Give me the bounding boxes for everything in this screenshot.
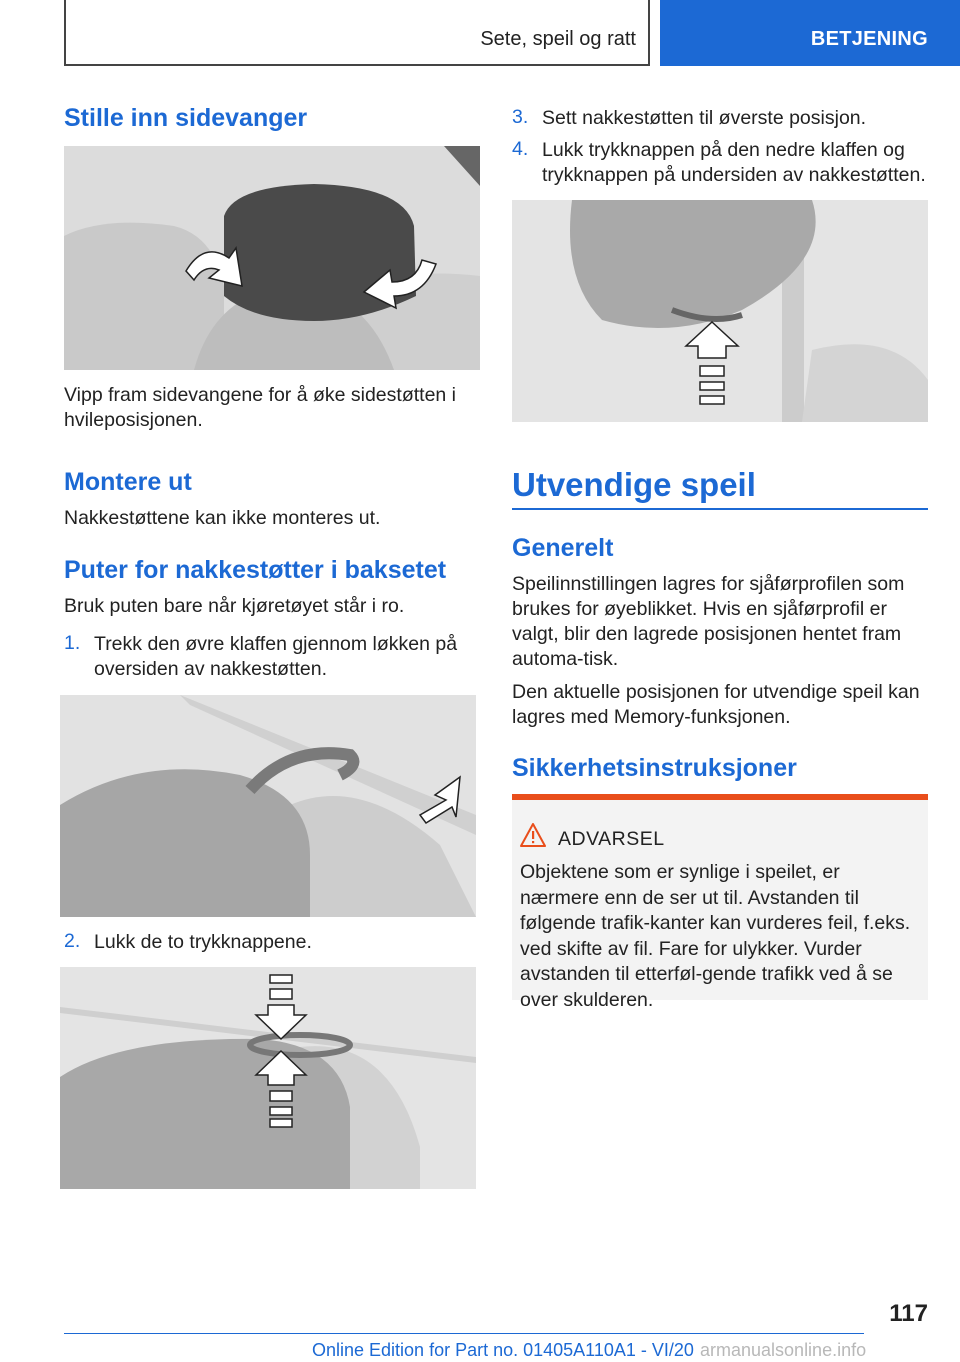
list-item-step-1 [64, 632, 480, 684]
warning-text: Objektene som er synlige i speilet, er nærmere enn de ser ut til. Avstanden til følgende trafik-kanter kan vurderes feil, f.eks. ved skifte av fil. Fare for ulykker. Vurder avstanden til etterføl-gende trafikk ved å se over skulderen. [520, 861, 911, 1011]
step-text: Lukk de to trykknappene. [94, 931, 312, 953]
header-section-title: Sete, speil og ratt [480, 28, 636, 50]
paragraph-generelt-2: Den aktuelle posisjonen for utvendige speil kan lagres med Memory-funksjonen. [512, 681, 920, 728]
figure-snap-buttons [60, 967, 476, 1189]
paragraph-generelt-1: Speilinnstillingen lagres for sjåførprofilen som brukes for øyeblikket. Hvis en sjåførprofil er valgt, blir den lagrede posisjonen hentet fram automa-tisk. [512, 573, 905, 670]
step-number: 3. [512, 106, 529, 128]
heading-sikkerhetsinstruksjoner: Sikkerhetsinstruksjoner [512, 754, 797, 782]
paragraph-sidevanger: Vipp fram sidevangene for å øke sidestøtten i hvileposisjonen. [64, 384, 457, 431]
watermark-text: armanualsonline.info [700, 1340, 867, 1360]
paragraph-montere-ut: Nakkestøttene kan ikke monteres ut. [64, 507, 381, 529]
heading-stille-inn-sidevanger: Stille inn sidevanger [64, 104, 308, 132]
warning-title: ADVARSEL [558, 828, 665, 850]
footer-divider [64, 1333, 864, 1334]
heading-utvendige-speil: Utvendige speil [512, 466, 756, 503]
paragraph-puter: Bruk puten bare når kjøretøyet står i ro. [64, 595, 405, 617]
step-text: Lukk trykknappen på den nedre klaffen og trykknappen på undersiden av nakkestøtten. [542, 139, 926, 186]
step-number: 4. [512, 138, 529, 160]
list-item-step-4 [512, 138, 928, 190]
page-number: 117 [889, 1300, 928, 1327]
heading-generelt: Generelt [512, 534, 614, 562]
header-chapter-label: BETJENING [810, 28, 928, 50]
heading-montere-ut: Montere ut [64, 468, 192, 496]
warning-triangle-icon [520, 822, 546, 848]
step-text: Trekk den øvre klaffen gjennom løkken på oversiden av nakkestøtten. [94, 633, 458, 680]
step-text: Sett nakkestøtten til øverste posisjon. [542, 107, 867, 129]
figure-headrest-side-wings [64, 146, 480, 370]
list-item-step-2 [64, 930, 480, 956]
figure-upper-flap-loop [60, 695, 476, 917]
list-item-step-3 [512, 106, 928, 132]
step-number: 2. [64, 930, 81, 952]
header-section-box [64, 0, 650, 66]
heading-puter-nakkestotter: Puter for nakkestøtter i baksetet [64, 556, 447, 584]
header-chapter-tab [660, 0, 960, 66]
section-divider [512, 508, 928, 510]
warning-box [512, 794, 928, 1011]
step-number: 1. [64, 632, 81, 654]
figure-lower-flap-snap [512, 200, 928, 422]
footer-edition: Online Edition for Part no. 01405A110A1 - VI/20 [312, 1340, 694, 1360]
